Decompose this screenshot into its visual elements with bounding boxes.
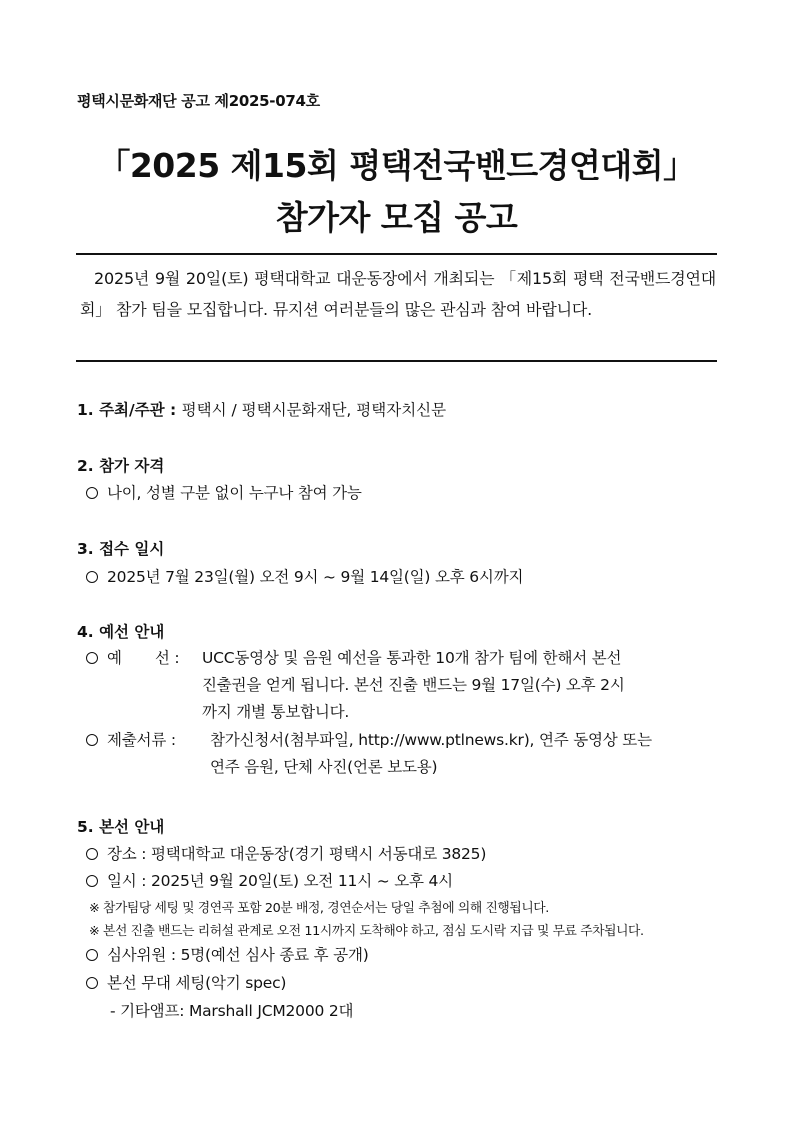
intro-paragraph: 2025년 9월 20일(토) 평택대학교 대운동장에서 개최되는 「제15회 평택 전국밴드경연대회」 참가 팀을 모집합니다. 뮤지션 여러분들의 많은 관심과 참여 바랍니다.: [80, 269, 716, 319]
eligibility-item: [86, 481, 362, 503]
page-title: 「2025 제15회 평택전국밴드경연대회」: [97, 146, 696, 185]
notice-number: 평택시문화재단 공고 제2025-074호: [77, 92, 320, 110]
prelim-item-documents-label: 제출서류 :: [107, 731, 176, 749]
final-datetime-text: 일시 : 2025년 9월 20일(토) 오전 11시 ~ 오후 4시: [107, 872, 453, 890]
prelim-item-documents-content: [210, 727, 718, 781]
circle-bullet-icon: [86, 949, 98, 961]
final-stage-item: - 기타앰프: Marshall JCM2000 2대: [110, 1002, 354, 1020]
circle-bullet-icon: [86, 571, 98, 583]
final-judges: [86, 943, 369, 965]
section-host-heading: 1. 주최/주관 :: [77, 401, 177, 419]
section-reception-heading: 3. 접수 일시: [77, 540, 165, 558]
final-venue-text: 장소 : 평택대학교 대운동장(경기 평택시 서동대로 3825): [107, 845, 487, 863]
prelim-documents-line: 참가신청서(첨부파일, http://www.ptlnews.kr), 연주 동영상 또는: [210, 731, 652, 749]
prelim-item-documents-label-wrap: [86, 727, 176, 754]
final-stage: [86, 971, 286, 993]
reception-item: [86, 565, 523, 587]
final-judges-text: 심사위원 : 5명(예선 심사 종료 후 공개): [107, 946, 369, 964]
prelim-item-selection-content: [202, 645, 718, 726]
section-prelim-heading: 4. 예선 안내: [77, 623, 165, 641]
final-datetime: [86, 869, 453, 891]
final-stage-text: 본선 무대 세팅(악기 spec): [107, 974, 287, 992]
circle-bullet-icon: [86, 848, 98, 860]
prelim-item-selection-label: 예 선 :: [107, 649, 180, 667]
prelim-item-documents: [86, 727, 718, 783]
section-eligibility-heading: 2. 참가 자격: [77, 457, 165, 475]
section-host-value: 평택시 / 평택시문화재단, 평택자치신문: [181, 401, 447, 419]
prelim-selection-line: 진출권을 얻게 됩니다. 본선 진출 밴드는 9월 17일(수) 오후 2시: [202, 676, 625, 694]
eligibility-text: 나이, 성별 구분 없이 누구나 참여 가능: [107, 484, 362, 502]
prelim-item-selection: [86, 645, 718, 727]
circle-bullet-icon: [86, 734, 98, 746]
section-host: [77, 398, 446, 420]
page-subtitle: 참가자 모집 공고: [275, 198, 518, 237]
divider-top: [76, 253, 717, 255]
circle-bullet-icon: [86, 487, 98, 499]
prelim-documents-line: 연주 음원, 단체 사진(언론 보도용): [210, 758, 438, 776]
prelim-selection-line: UCC동영상 및 음원 예선을 통과한 10개 참가 팀에 한해서 본선: [202, 649, 622, 667]
section-final-heading: 5. 본선 안내: [77, 818, 165, 836]
reception-text: 2025년 7월 23일(월) 오전 9시 ~ 9월 14일(일) 오후 6시까지: [107, 568, 524, 586]
divider-bottom: [76, 360, 717, 362]
circle-bullet-icon: [86, 977, 98, 989]
circle-bullet-icon: [86, 652, 98, 664]
prelim-selection-line: 까지 개별 통보합니다.: [202, 703, 350, 721]
prelim-item-selection-label-wrap: [86, 645, 179, 672]
circle-bullet-icon: [86, 875, 98, 887]
final-note-rehearsal: ※ 본선 진출 밴드는 리허설 관계로 오전 11시까지 도착해야 하고, 점심 도시락 지급 및 무료 주차됩니다.: [89, 924, 644, 939]
final-venue: [86, 842, 486, 864]
final-note-schedule: ※ 참가팀당 세팅 및 경연곡 포함 20분 배정, 경연순서는 당일 추첨에 의해 진행됩니다.: [89, 901, 549, 916]
